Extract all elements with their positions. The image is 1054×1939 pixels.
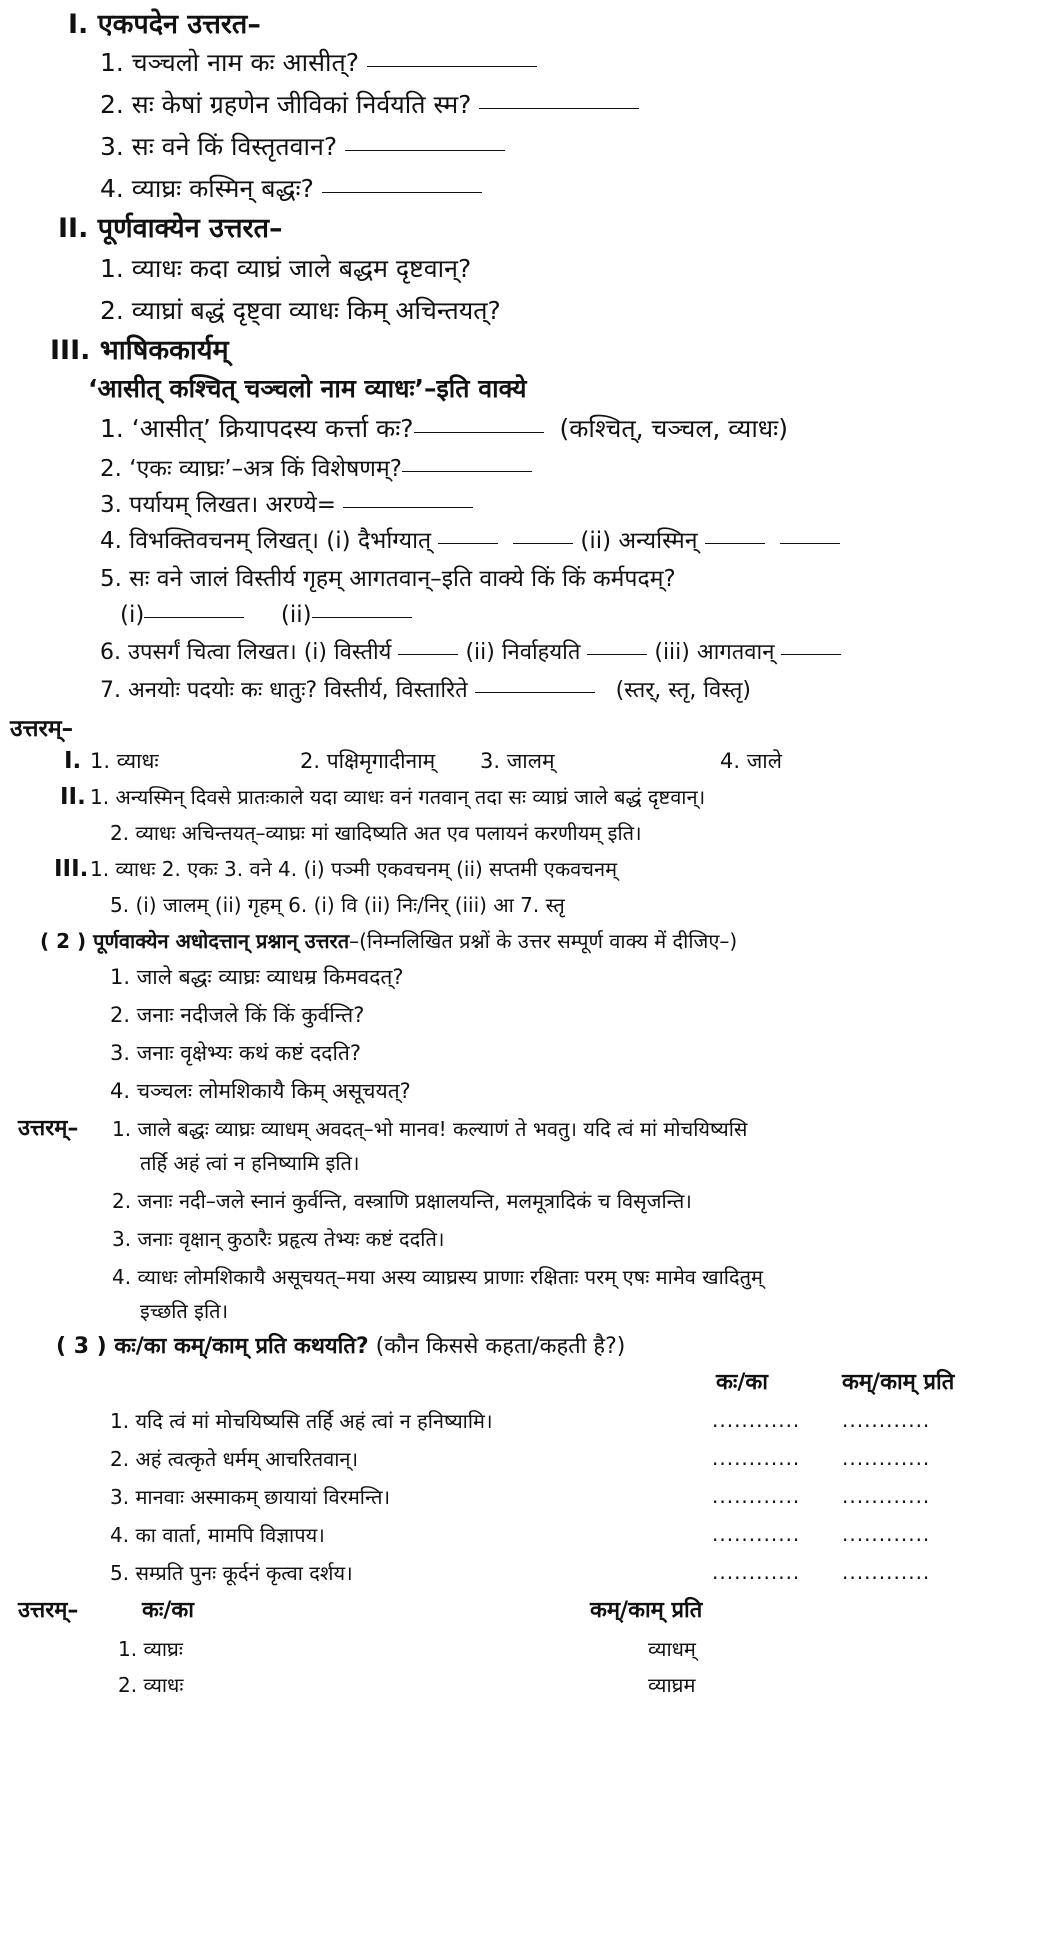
q2-question-2: 2. जनाः नदीजले किं किं कुर्वन्ति? [110,1003,365,1027]
s3-subheading: ‘आसीत् कश्चित् चञ्चलो नाम व्याधः’–इति वाक्ये [88,374,527,403]
answer-1-a1: 1. व्याधः [90,749,159,773]
answer-blank [479,90,639,109]
q3-row-3-blank-1: ............ [712,1484,801,1508]
q3-col1-header: कः/का [716,1370,768,1395]
q3-row-1-blank-2: ............ [842,1408,931,1432]
answer-blank [398,636,458,655]
s3-question-7: 7. अनयोः पदयोः कः धातुः? विस्तीर्य, विस्तारिते (स्तर्, स्तृ, विस्तृ) [100,674,751,708]
answer-2-a2: 2. व्याधः अचिन्तयत्–व्याघ्रः मां खादिष्यति अत एव पलायनं करणीयम् इति। [110,821,642,845]
answer2-a4-line2: इच्छति इति। [140,1299,229,1323]
answer-1-a3: 3. जालम् [480,749,555,773]
q3-heading: ( 3 ) कः/का कम्/काम् प्रति कथयति? (कौन किससे कहता/कहती है?) [56,1334,626,1359]
answer-1-a4: 4. जाले [720,749,782,773]
s1-question-4: 4. व्याघ्रः कस्मिन् बद्धः? [100,172,482,206]
answer-1-a2: 2. पक्षिमृगादीनाम् [300,749,436,773]
answer-blank [345,132,505,151]
section-3-heading: III. भाषिककार्यम् [50,335,229,366]
answer-blank [144,599,244,618]
ans3-row-2-speaker: 2. व्याधः [118,1673,184,1697]
answer-blank [402,453,532,472]
section-1-heading: I. एकपदेन उत्तरत– [68,9,261,40]
s2-question-1: 1. व्याधः कदा व्याघ्रं जाले बद्धम दृष्टवान्? [100,254,472,283]
answer-blank [343,489,473,508]
answer-label-2: उत्तरम्– [18,1116,79,1141]
q2-question-1: 1. जाले बद्धः व्याघ्रः व्याधम्र किमवदत्? [110,965,404,989]
ans3-col2-header: कम्/काम् प्रति [590,1598,703,1623]
ans3-row-1-listener: व्याधम् [648,1637,696,1661]
answer-3-a1: 1. व्याधः 2. एकः 3. वने 4. (i) पञ्मी एकवचनम् (ii) सप्तमी एकवचनम् [90,857,618,881]
s3-question-6: 6. उपसर्गं चित्वा लिखत। (i) विस्तीर्य (ii) निर्वाहयति (iii) आगतवान् [100,636,841,670]
s1-question-1: 1. चञ्चलो नाम कः आसीत्? [100,46,537,80]
answer-blank [414,414,544,433]
answer-2-roman: II. [60,784,86,810]
q3-row-2: 2. अहं त्वत्कृते धर्मम् आचरितवान्। [110,1447,359,1471]
q3-row-1: 1. यदि त्वं मां मोचयिष्यसि तर्हि अहं त्वां न हनिष्यामि। [110,1409,493,1433]
s2-question-2: 2. व्याघ्रां बद्धं दृष्ट्वा व्याधः किम् अचिन्तयत्? [100,296,501,325]
q2-heading: ( 2 ) पूर्णवाक्येन अधोदत्तान् प्रश्नान् उत्तरत–(निम्नलिखित प्रश्नों के उत्तर सम्पूर्ण वाक्य में दीजिए–) [40,929,738,953]
answer-3-a2: 5. (i) जालम् (ii) गृहम् 6. (i) वि (ii) निः/निर् (iii) आ 7. स्तृ [110,893,565,917]
answer-blank [513,525,573,544]
q3-row-1-blank-1: ............ [712,1408,801,1432]
ans3-row-2-listener: व्याघ्रम [648,1673,696,1697]
answer2-a1-line2: तर्हि अहं त्वां न हनिष्यामि इति। [140,1151,360,1175]
answer-blank [587,636,647,655]
answer-blank [322,174,482,193]
ans3-row-1-speaker: 1. व्याघ्रः [118,1637,183,1661]
answer-blank [367,48,537,67]
ans3-col1-header: कः/का [142,1598,194,1623]
q2-question-3: 3. जनाः वृक्षेभ्यः कथं कष्टं ददति? [110,1041,362,1065]
q3-row-3-blank-2: ............ [842,1484,931,1508]
answer-2-a1: 1. अन्यस्मिन् दिवसे प्रातःकाले यदा व्याधः वनं गतवान् तदा सः व्याघ्रं जाले बद्धं दृष्टवान्। [90,785,706,809]
answer-label-1: उत्तरम्– [10,716,74,742]
answer2-a3: 3. जनाः वृक्षान् कुठारैः प्रहृत्य तेभ्यः कष्टं ददति। [112,1227,445,1251]
s1-question-2: 2. सः केषां ग्रहणेन जीविकां निर्वयति स्म? [100,88,639,122]
answer-label-3: उत्तरम्– [18,1598,79,1623]
answer2-a1-line1: 1. जाले बद्धः व्याघ्रः व्याधम् अवदत्–भो मानव! कल्याणं ते भवतु। यदि त्वं मां मोचयिष्यसि [112,1117,748,1141]
s3-question-5: 5. सः वने जालं विस्तीर्य गृहम् आगतवान्–इति वाक्ये किं किं कर्मपदम्? [100,566,676,592]
q3-row-4-blank-2: ............ [842,1522,931,1546]
q3-row-3: 3. मानवाः अस्माकम् छायायां विरमन्ति। [110,1485,391,1509]
q3-row-5: 5. सम्प्रति पुनः कूर्दनं कृत्वा दर्शय। [110,1561,353,1585]
q2-question-4: 4. चञ्चलः लोमशिकायै किम् असूचयत्? [110,1079,411,1103]
s3-question-3: 3. पर्यायम् लिखत। अरण्ये= [100,488,473,522]
answer-1-roman: I. [64,748,82,774]
answer-blank [475,674,595,693]
answer-blank [780,525,840,544]
q3-col2-header: कम्/काम् प्रति [842,1370,955,1395]
s3-question-2: 2. ‘एकः व्याघ्रः’–अत्र किं विशेषणम्? [100,452,532,486]
section-2-heading: II. पूर्णवाक्येन उत्तरत– [58,213,283,244]
answer2-a4-line1: 4. व्याधः लोमशिकायै असूचयत्–मया अस्य व्याघ्रस्य प्राणाः रक्षिताः परम् एषः मामेव खादितुम् [112,1265,763,1289]
answer-blank [781,636,841,655]
answer-blank [705,525,765,544]
answer-blank [312,599,412,618]
q3-row-2-blank-2: ............ [842,1446,931,1470]
answer-blank [438,525,498,544]
q3-row-4-blank-1: ............ [712,1522,801,1546]
s3-question-4: 4. विभक्तिवचनम् लिखत्। (i) दैर्भाग्यात् (ii) अन्यस्मिन् [100,524,840,558]
q3-row-4: 4. का वार्ता, मामपि विज्ञापय। [110,1523,325,1547]
q3-row-5-blank-2: ............ [842,1560,931,1584]
s3-question-5-blanks: (i) (ii) [120,598,412,632]
s1-question-3: 3. सः वने किं विस्तृतवान? [100,130,505,164]
answer-3-roman: III. [54,856,89,882]
q3-row-5-blank-1: ............ [712,1560,801,1584]
q3-row-2-blank-1: ............ [712,1446,801,1470]
answer2-a2: 2. जनाः नदी–जले स्नानं कुर्वन्ति, वस्त्राणि प्रक्षालयन्ति, मलमूत्रादिकं च विसृजन्ति। [112,1189,692,1213]
s3-question-1: 1. ‘आसीत्’ क्रियापदस्य कर्त्ता कः? (कश्चित्, चञ्चल, व्याधः) [100,414,788,443]
